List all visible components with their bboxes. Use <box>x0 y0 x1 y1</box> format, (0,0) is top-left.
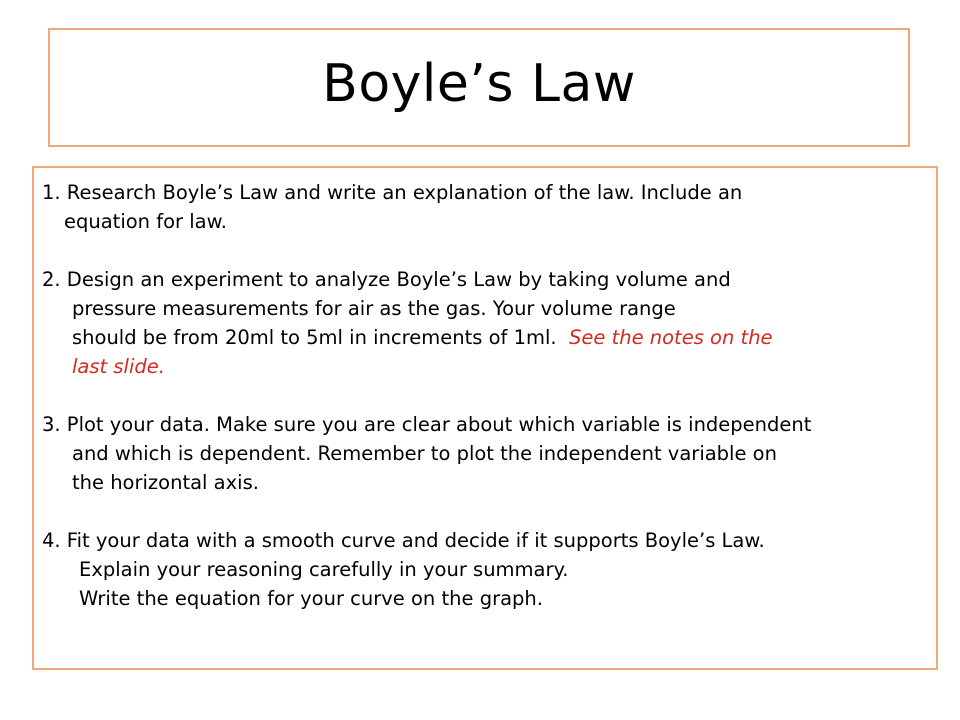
step-4-line-2: Explain your reasoning carefully in your summary. <box>79 558 569 581</box>
step-3 <box>42 410 936 497</box>
step-4-line-3: Write the equation for your curve on the graph. <box>79 587 543 610</box>
step-2 <box>42 265 936 381</box>
step-3-line-3: the horizontal axis. <box>72 471 259 494</box>
step-2-line-3 <box>42 323 936 352</box>
step-2-note-part-1: See the notes on the <box>569 326 773 349</box>
step-3-line-2: and which is dependent. Remember to plot the independent variable on <box>72 442 777 465</box>
step-2-line-2: pressure measurements for air as the gas. Your volume range <box>72 297 676 320</box>
step-2-line-1: 2. Design an experiment to analyze Boyle’s Law by taking volume and <box>42 268 731 291</box>
step-4-line-1: 4. Fit your data with a smooth curve and decide if it supports Boyle’s Law. <box>42 529 765 552</box>
step-1-line-1: 1. Research Boyle’s Law and write an explanation of the law. Include an <box>42 181 743 204</box>
content-box <box>32 166 938 670</box>
step-1 <box>42 178 936 236</box>
slide-title: Boyle’s Law <box>322 53 636 114</box>
title-box <box>48 28 910 147</box>
step-2-note-part-2: last slide. <box>72 355 165 378</box>
step-2-line-3-text: should be from 20ml to 5ml in increments of 1ml. <box>72 326 569 349</box>
step-3-line-1: 3. Plot your data. Make sure you are clear about which variable is independent <box>42 413 812 436</box>
step-4 <box>42 526 936 613</box>
step-1-line-2: equation for law. <box>64 210 227 233</box>
